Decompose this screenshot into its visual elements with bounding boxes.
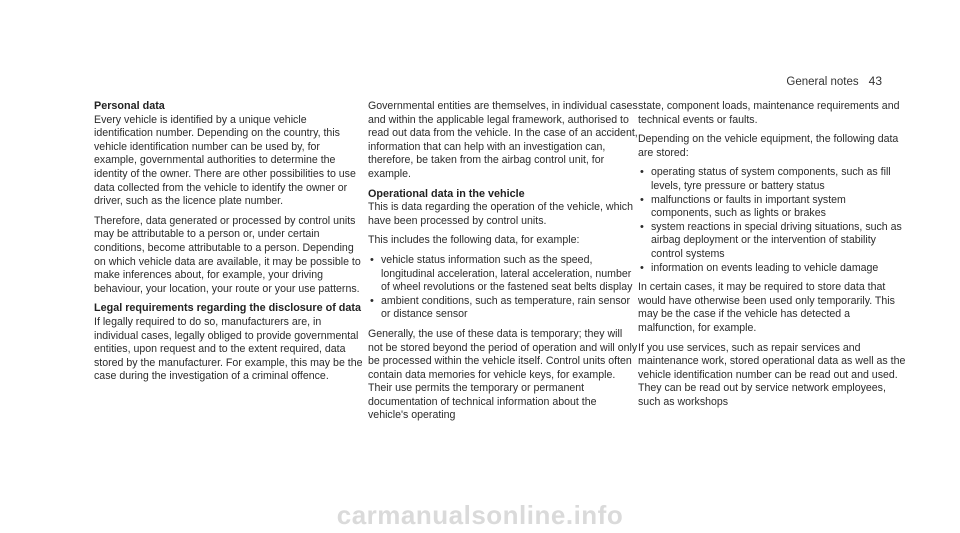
paragraph: Every vehicle is identified by a unique vehicle identification number. Depending on the country, this vehicle identification number can be used by, for example, governmental authorities to determine the identity of the owner. There are other possibilities to use data collected from the vehicle to identify the owner or driver, such as the licence plate number.	[94, 113, 356, 208]
page-number: 43	[868, 74, 882, 88]
section-title: General notes	[786, 76, 859, 88]
paragraph: If legally required to do so, manufacturers are, in individual cases, legally obliged to provide governmental entities, upon request and to the extent required, data stored by the manufacturer. For example, this may be the case during the investigation of a criminal offence.	[94, 315, 363, 383]
paragraph: Depending on the vehicle equipment, the following data are stored:	[638, 133, 899, 159]
list-item: • system reactions in special driving situations, such as airbag deployment or the intervention of stability control systems	[638, 221, 908, 262]
list-item: • information on events leading to vehicle damage	[638, 262, 908, 276]
column-3	[638, 100, 908, 415]
list-item: • vehicle status information such as the speed, longitudinal acceleration, lateral acceleration, number of wheel revolutions or the fastened seat belts display	[368, 254, 638, 295]
paragraph: Therefore, data generated or processed by control units may be attributable to a person or, under certain conditions, become attributable to a person. Depending on which vehicle data are available, it may be possible to make inferences about, for example, your driving behaviour, your location, your route or your use patterns.	[94, 214, 361, 295]
list-item: • malfunctions or faults in important system components, such as lights or brakes	[638, 194, 908, 221]
list-item: • ambient conditions, such as temperature, rain sensor or distance sensor	[368, 295, 638, 322]
paragraph: In certain cases, it may be required to store data that would have otherwise been used only temporarily. This may be the case if the vehicle has detected a malfunction, for example.	[638, 281, 895, 334]
heading-personal-data: Personal data	[94, 100, 165, 112]
paragraph: This includes the following data, for example:	[368, 234, 580, 247]
paragraph: state, component loads, maintenance requirements and technical events or faults.	[638, 100, 900, 126]
column-1	[94, 100, 364, 390]
page-header	[786, 74, 882, 88]
column-2	[368, 100, 638, 429]
heading-operational-data: Operational data in the vehicle	[368, 187, 525, 200]
paragraph: If you use services, such as repair services and maintenance work, stored operational data as well as the vehicle identification number can be read out and used. They can be read out by service network employees, such as workshops	[638, 341, 906, 408]
paragraph: This is data regarding the operation of the vehicle, which have been processed by control units.	[368, 201, 633, 227]
watermark: carmanualsonline.info	[336, 500, 624, 530]
heading-legal-requirements: Legal requirements regarding the disclosure of data	[94, 302, 361, 315]
bullet-list	[368, 254, 638, 322]
bullet-list	[638, 166, 908, 275]
list-item: • operating status of system components, such as fill levels, tyre pressure or battery status	[638, 166, 908, 193]
paragraph: Governmental entities are themselves, in individual cases and within the applicable legal framework, authorised to read out data from the vehicle. In the case of an accident, information that can help with an investigation can, therefore, be taken from the airbag control unit, for example.	[368, 100, 638, 180]
paragraph: Generally, the use of these data is temporary; they will not be stored beyond the period of operation and will only be processed within the vehicle itself. Control units often contain data memories for vehicle keys, for example. Their use permits the temporary or permanent documentation of technical information about the vehicle's operating	[368, 327, 638, 422]
